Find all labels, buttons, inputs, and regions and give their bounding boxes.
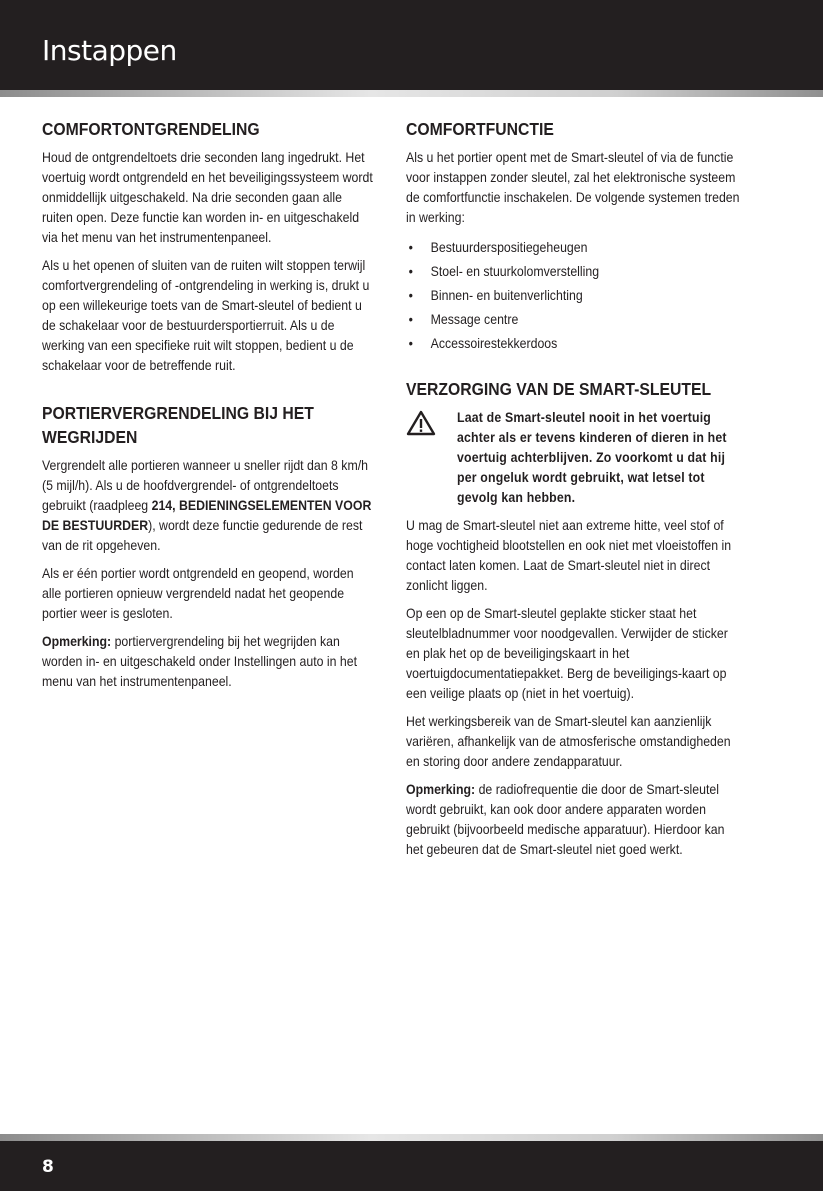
list-item xyxy=(406,235,702,259)
page-title: Instappen xyxy=(42,34,177,67)
page-header xyxy=(0,0,823,90)
right-column xyxy=(406,117,742,867)
paragraph: Het werkingsbereik van de Smart-sleutel kan aanzienlijk variëren, afhankelijk van de atmosferische omstandigheden en storing door andere zendapparatuur. xyxy=(406,713,731,769)
note-text: de radiofrequentie die door de Smart-sleutel wordt gebruikt, kan ook door andere apparaten worden gebruikt (bijvoorbeeld medische apparatuur). Hierdoor kan het gebeuren dat de Smart-sleutel niet goed werkt. xyxy=(406,781,725,857)
paragraph: U mag de Smart-sleutel niet aan extreme hitte, veel stof of hoge vochtigheid blootstellen en ook niet met vloeistoffen in contact laten komen. Laat de Smart-sleutel niet in direct zonlicht liggen. xyxy=(406,517,732,593)
paragraph: Op een op de Smart-sleutel geplakte sticker staat het sleutelbladnummer voor noodgevallen. Verwijder de sticker en plak het op de beveiligingskaart in het voertuigdocumentatiepakket. Berg de beveiligings-kaart op een veilige plaats op (niet in het voertuig). xyxy=(406,605,728,701)
list-item-label: Accessoirestekkerdoos xyxy=(430,335,558,351)
bullet-icon: • xyxy=(408,239,413,255)
section-portiervergrendeling xyxy=(42,401,374,691)
section-heading: COMFORTONTGRENDELING xyxy=(42,119,260,139)
page-number: 8 xyxy=(42,1157,54,1177)
note xyxy=(406,779,742,859)
bullet-icon: • xyxy=(408,335,413,351)
cross-reference-link[interactable]: 214, BEDIENINGSELEMENTEN VOOR DE BESTUURDER xyxy=(42,497,372,533)
paragraph: Houd de ontgrendeltoets drie seconden lang ingedrukt. Het voertuig wordt ontgrendeld en het beveiligingssysteem wordt onmiddellijk uitgeschakeld. Na drie seconden gaan alle ruiten open. Deze functie kan worden in- en uitgeschakeld via het menu van het instrumentenpaneel. xyxy=(42,149,373,245)
list-item-label: Bestuurderspositiegeheugen xyxy=(430,239,588,255)
list-item xyxy=(406,331,702,355)
list-item-label: Message centre xyxy=(430,311,519,327)
heading-line: PORTIERVERGRENDELING BIJ HET xyxy=(42,403,314,423)
list-item xyxy=(406,259,702,283)
header-divider xyxy=(0,90,823,97)
section-heading: VERZORGING VAN DE SMART-SLEUTEL xyxy=(406,379,712,399)
bullet-icon: • xyxy=(408,287,413,303)
section-comfortfunctie xyxy=(406,117,742,355)
note-label: Opmerking: xyxy=(42,633,112,649)
paragraph: Als u het openen of sluiten van de ruiten wilt stoppen terwijl comfortvergrendeling of -ontgrendeling in werking is, drukt u op een willekeurige toets van de Smart-sleutel of bedient u de schakelaar voor de bestuurdersportierruit. Als u de werking van een specifieke ruit wilt stoppen, bedient u de schakelaar voor de betreffende ruit. xyxy=(42,257,370,373)
section-comfortontgrendeling xyxy=(42,117,374,375)
list-item xyxy=(406,307,702,331)
list-item-label: Stoel- en stuurkolomverstelling xyxy=(430,263,600,279)
list-item xyxy=(406,283,702,307)
paragraph: Als u het portier opent met de Smart-sleutel of via de functie voor instappen zonder sleutel, zal het elektronische systeem de comfortfunctie inschakelen. De volgende systemen treden in werking: xyxy=(406,149,740,225)
footer-divider xyxy=(0,1134,823,1141)
warning-triangle-icon xyxy=(406,410,436,436)
section-verzorging-smart-sleutel xyxy=(406,377,742,859)
note-label: Opmerking: xyxy=(406,781,476,797)
paragraph-text: ), wordt deze functie gedurende de rest van de rit opgeheven. xyxy=(42,517,363,553)
section-heading: COMFORTFUNCTIE xyxy=(406,119,554,139)
warning-block xyxy=(406,407,742,507)
left-column xyxy=(42,117,374,699)
heading-line: WEGRIJDEN xyxy=(42,427,138,447)
bullet-icon: • xyxy=(408,311,413,327)
list-item-label: Binnen- en buitenverlichting xyxy=(430,287,583,303)
page-footer xyxy=(0,1141,823,1191)
systems-list xyxy=(406,235,742,355)
section-heading xyxy=(42,401,341,449)
paragraph-text: Vergrendelt alle portieren wanneer u sneller rijdt dan 8 km/h (5 mijl/h). Als u de hoofdvergrendel- of ontgrendeltoets gebruikt (raadpleeg xyxy=(42,457,368,513)
note xyxy=(42,631,374,691)
paragraph xyxy=(42,455,374,555)
bullet-icon: • xyxy=(408,263,413,279)
note-text: portiervergrendeling bij het wegrijden kan worden in- en uitgeschakeld onder Instellingen auto in het menu van het instrumentenpaneel. xyxy=(42,633,358,689)
warning-text: Laat de Smart-sleutel nooit in het voertuig achter als er tevens kinderen of dieren in het voertuig achterblijven. Zo voorkomt u dat hij per ongeluk wordt gebruikt, wat letsel tot gevolg kan hebben. xyxy=(457,409,727,505)
paragraph: Als er één portier wordt ontgrendeld en geopend, worden alle portieren opnieuw vergrendeld nadat het geopende portier weer is gesloten. xyxy=(42,565,354,621)
